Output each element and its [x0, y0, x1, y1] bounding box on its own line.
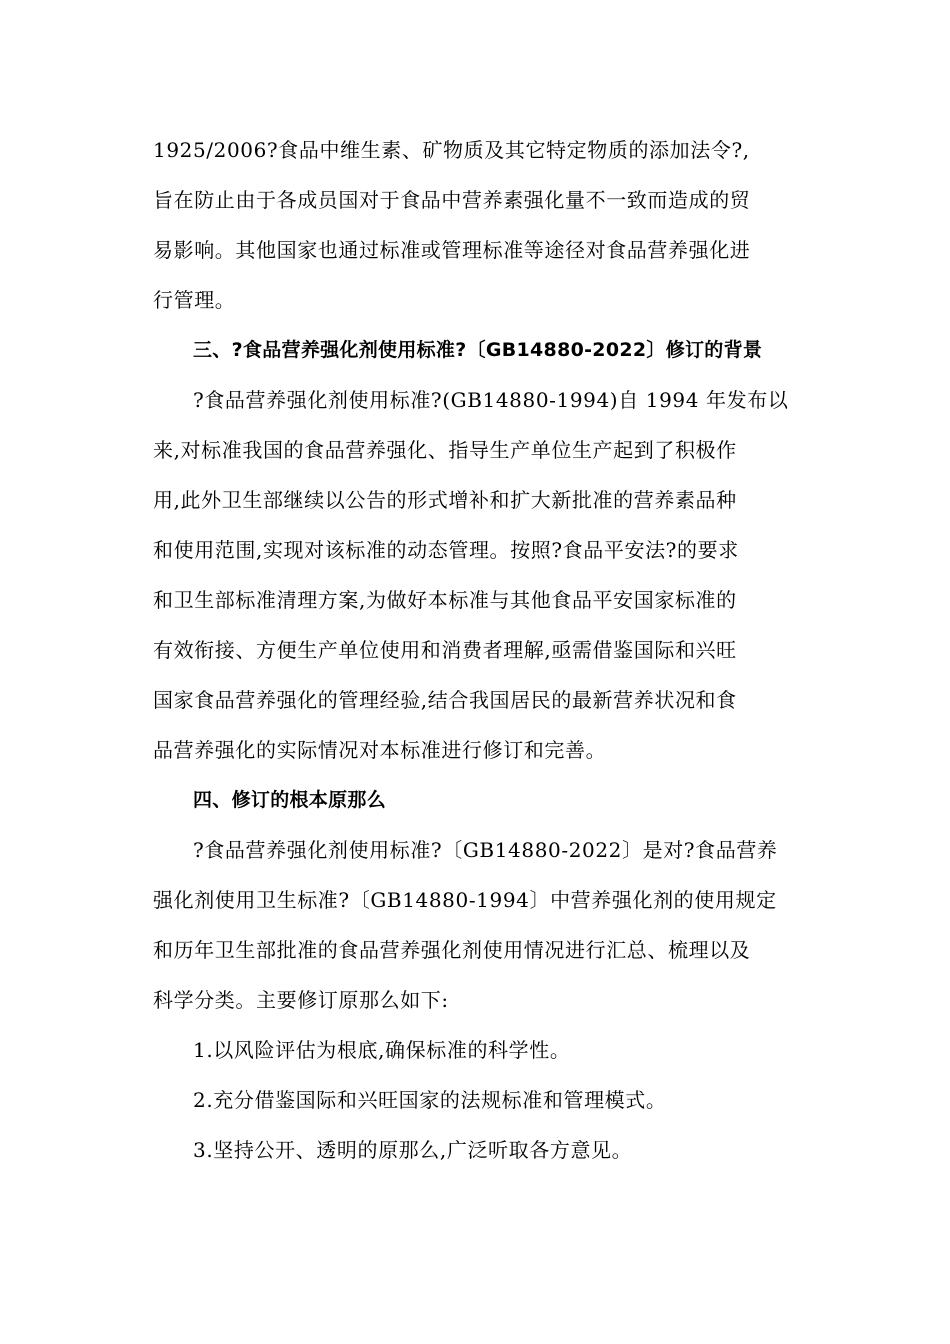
paragraph-line: ?食品营养强化剂使用标准?〔GB14880-2022〕是对?食品营养 — [193, 838, 778, 862]
paragraph-line: 易影响。其他国家也通过标准或管理标准等途径对食品营养强化进 — [153, 238, 751, 262]
paragraph-line: 1925/2006?食品中维生素、矿物质及其它特定物质的添加法令?, — [153, 138, 750, 162]
paragraph-line: 科学分类。主要修订原那么如下: — [153, 988, 449, 1012]
paragraph-line: 国家食品营养强化的管理经验,结合我国居民的最新营养状况和食 — [153, 688, 737, 712]
paragraph-line: 和使用范围,实现对该标准的动态管理。按照?食品平安法?的要求 — [153, 538, 739, 562]
paragraph-line: 来,对标准我国的食品营养强化、指导生产单位生产起到了积极作 — [153, 438, 737, 462]
paragraph-revision-summary — [153, 825, 803, 1025]
principles-list — [153, 1025, 803, 1175]
paragraph-line: 行管理。 — [153, 288, 236, 312]
paragraph-revision-background — [153, 375, 803, 775]
document-body — [153, 125, 803, 1175]
paragraph-line: 用,此外卫生部继续以公告的形式增补和扩大新批准的营养素品种 — [153, 488, 737, 512]
paragraph-eu-regulation — [153, 125, 803, 325]
principle-item: 2.充分借鉴国际和兴旺国家的法规标准和管理模式。 — [193, 1088, 667, 1112]
principle-item: 1.以风险评估为根底,确保标准的科学性。 — [193, 1038, 571, 1062]
section-heading-3: 三、?食品营养强化剂使用标准?〔GB14880-2022〕修订的背景 — [193, 339, 763, 361]
paragraph-line: ?食品营养强化剂使用标准?(GB14880-1994)自 1994 年发布以 — [193, 388, 789, 412]
principle-item: 3.坚持公开、透明的原那么,广泛听取各方意见。 — [193, 1138, 633, 1162]
paragraph-line: 旨在防止由于各成员国对于食品中营养素强化量不一致而造成的贸 — [153, 188, 751, 212]
paragraph-line: 强化剂使用卫生标准?〔GB14880-1994〕中营养强化剂的使用规定 — [153, 888, 777, 912]
section-heading-4: 四、修订的根本原那么 — [193, 789, 387, 811]
paragraph-line: 有效衔接、方便生产单位使用和消费者理解,亟需借鉴国际和兴旺 — [153, 638, 737, 662]
paragraph-line: 和卫生部标准清理方案,为做好本标准与其他食品平安国家标准的 — [153, 588, 737, 612]
paragraph-line: 品营养强化的实际情况对本标准进行修订和完善。 — [153, 738, 607, 762]
paragraph-line: 和历年卫生部批准的食品营养强化剂使用情况进行汇总、梳理以及 — [153, 938, 751, 962]
